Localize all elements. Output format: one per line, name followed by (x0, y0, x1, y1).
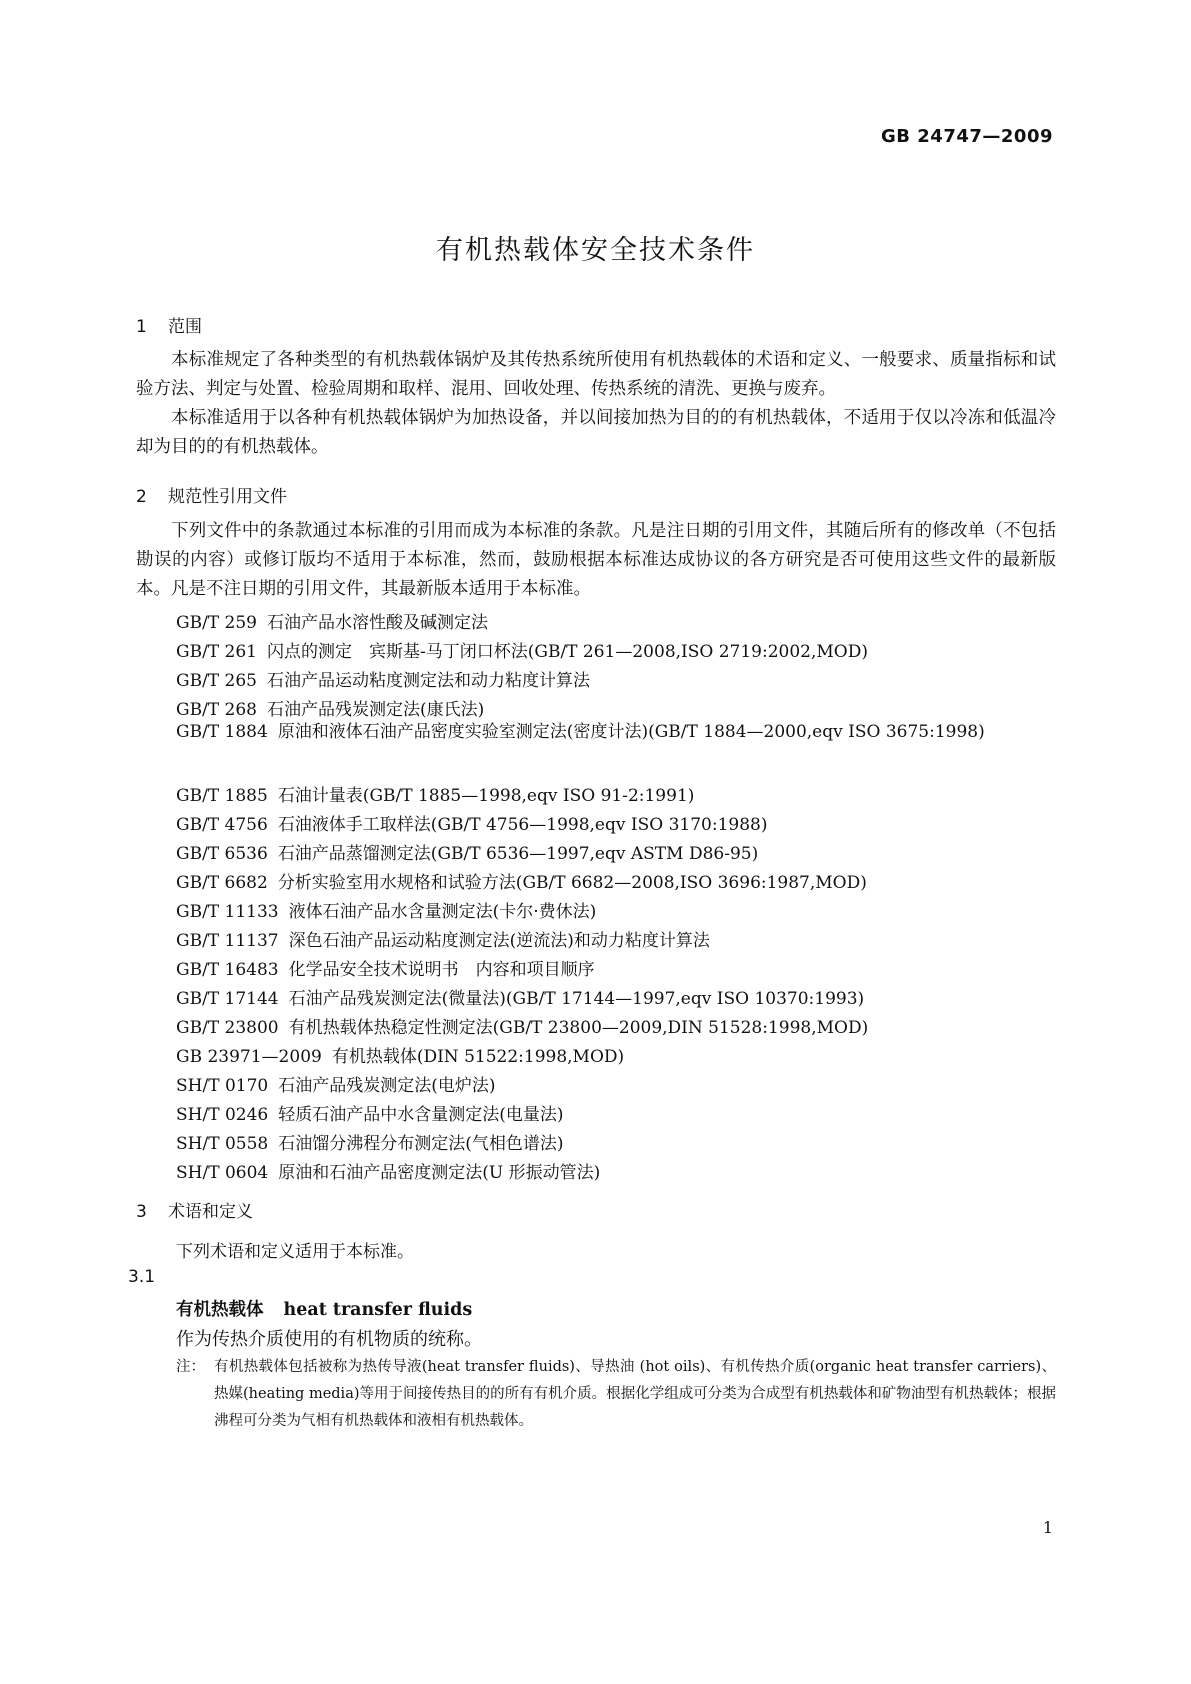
reference-code: SH/T 0604 (176, 1163, 269, 1183)
reference-title: 分析实验室用水规格和试验方法(GB/T 6682—2008,ISO 3696:1987,MOD) (277, 873, 867, 893)
reference-item (176, 955, 595, 980)
standard-code: GB 24747—2009 (881, 126, 1053, 147)
reference-title: 有机热载体热稳定性测定法(GB/T 23800—2009,DIN 51528:1998,MOD) (288, 1018, 869, 1038)
reference-code: GB/T 268 (176, 700, 257, 720)
reference-title: 石油产品残炭测定法(电炉法) (278, 1076, 496, 1096)
document-title: 有机热载体安全技术条件 (436, 235, 755, 266)
reference-item (176, 1129, 563, 1154)
reference-title: 石油计量表(GB/T 1885—1998,eqv ISO 91-2:1991) (277, 786, 695, 806)
reference-item (176, 637, 868, 662)
reference-code: SH/T 0170 (176, 1076, 269, 1096)
section-2-heading (136, 482, 287, 507)
reference-item (176, 695, 484, 720)
reference-code: GB/T 259 (176, 613, 257, 633)
term-chinese: 有机热载体 (176, 1300, 264, 1320)
section-number: 3 (136, 1202, 147, 1222)
section-title: 术语和定义 (168, 1202, 253, 1222)
term-english: heat transfer fluids (283, 1300, 473, 1320)
section-number: 1 (136, 317, 147, 337)
reference-title: 有机热载体(DIN 51522:1998,MOD) (331, 1047, 625, 1067)
reference-code: GB 23971—2009 (176, 1047, 322, 1067)
reference-item (176, 984, 864, 1009)
page-number: 1 (1042, 1518, 1053, 1537)
reference-item (176, 1158, 600, 1183)
term-note (176, 1354, 1056, 1435)
section-title: 范围 (168, 317, 202, 337)
reference-item (176, 810, 767, 835)
reference-item (176, 926, 710, 951)
reference-item (176, 1013, 868, 1038)
reference-item (176, 1100, 563, 1125)
reference-code: GB/T 4756 (176, 815, 268, 835)
reference-title: 化学品安全技术说明书 内容和项目顺序 (288, 960, 595, 980)
term-heading (176, 1296, 472, 1321)
reference-item (136, 718, 1056, 747)
section-3-heading (136, 1197, 253, 1222)
section-1-heading (136, 312, 202, 337)
reference-title: 深色石油产品运动粘度测定法(逆流法)和动力粘度计算法 (288, 931, 710, 951)
reference-code: SH/T 0558 (176, 1134, 269, 1154)
reference-item (176, 608, 488, 633)
reference-code: GB/T 23800 (176, 1018, 279, 1038)
note-text: 有机热载体包括被称为热传导液(heat transfer fluids)、导热油 (hot oils)、有机传热介质(organic heat transfer carriers)、热媒(heating media)等用于间接传热目的的所有有机介质。根据化学组成可分类为合成型有机热载体和矿物油型有机热载体；根据沸程可分类为气相有机热载体和液相有机热载体。 (214, 1359, 1056, 1429)
reference-item (176, 868, 867, 893)
reference-title: 原油和石油产品密度测定法(U 形振动管法) (278, 1163, 601, 1183)
reference-code: GB/T 6536 (176, 844, 268, 864)
section-1-paragraph: 本标准适用于以各种有机热载体锅炉为加热设备，并以间接加热为目的的有机热载体，不适用于仅以冷冻和低温冷却为目的的有机热载体。 (136, 408, 1056, 457)
reference-title: 轻质石油产品中水含量测定法(电量法) (278, 1105, 564, 1125)
reference-code: GB/T 1885 (176, 786, 268, 806)
reference-title: 原油和液体石油产品密度实验室测定法(密度计法)(GB/T 1884—2000,eqv ISO 3675:1998) (277, 722, 985, 742)
term-definition: 作为传热介质使用的有机物质的统称。 (176, 1329, 482, 1350)
reference-title: 石油产品残炭测定法(康氏法) (267, 700, 485, 720)
reference-title: 石油产品水溶性酸及碱测定法 (267, 613, 488, 633)
section-1-paragraph: 本标准规定了各种类型的有机热载体锅炉及其传热系统所使用有机热载体的术语和定义、一般要求、质量指标和试验方法、判定与处置、检验周期和取样、混用、回收处理、传热系统的清洗、更换与废弃。 (136, 350, 1056, 399)
reference-code: GB/T 17144 (176, 989, 279, 1009)
reference-code: GB/T 1884 (176, 722, 268, 742)
reference-code: SH/T 0246 (176, 1105, 269, 1125)
reference-title: 石油馏分沸程分布测定法(气相色谱法) (278, 1134, 564, 1154)
reference-item (176, 1071, 495, 1096)
reference-title: 石油产品残炭测定法(微量法)(GB/T 17144—1997,eqv ISO 10370:1993) (288, 989, 865, 1009)
note-label: 注： (176, 1359, 205, 1375)
reference-item (176, 897, 596, 922)
reference-title: 石油产品运动粘度测定法和动力粘度计算法 (267, 671, 590, 691)
section-number: 2 (136, 487, 147, 507)
reference-title: 石油产品蒸馏测定法(GB/T 6536—1997,eqv ASTM D86-95) (277, 844, 759, 864)
term-number: 3.1 (128, 1267, 156, 1287)
reference-item (176, 1042, 624, 1067)
section-2-intro: 下列文件中的条款通过本标准的引用而成为本标准的条款。凡是注日期的引用文件，其随后所有的修改单（不包括勘误的内容）或修订版均不适用于本标准，然而，鼓励根据本标准达成协议的各方研究是否可使用这些文件的最新版本。凡是不注日期的引用文件，其最新版本适用于本标准。 (136, 521, 1056, 599)
section-title: 规范性引用文件 (168, 487, 287, 507)
section-3-intro: 下列术语和定义适用于本标准。 (176, 1242, 414, 1262)
reference-item (176, 781, 694, 806)
reference-code: GB/T 261 (176, 642, 257, 662)
reference-item (176, 839, 758, 864)
reference-code: GB/T 16483 (176, 960, 279, 980)
reference-title: 闪点的测定 宾斯基-马丁闭口杯法(GB/T 261—2008,ISO 2719:2002,MOD) (267, 642, 869, 662)
reference-code: GB/T 265 (176, 671, 257, 691)
reference-code: GB/T 11137 (176, 931, 279, 951)
reference-item (176, 666, 590, 691)
reference-code: GB/T 11133 (176, 902, 279, 922)
reference-code: GB/T 6682 (176, 873, 268, 893)
reference-title: 石油液体手工取样法(GB/T 4756—1998,eqv ISO 3170:1988) (277, 815, 768, 835)
reference-title: 液体石油产品水含量测定法(卡尔·费休法) (288, 902, 597, 922)
